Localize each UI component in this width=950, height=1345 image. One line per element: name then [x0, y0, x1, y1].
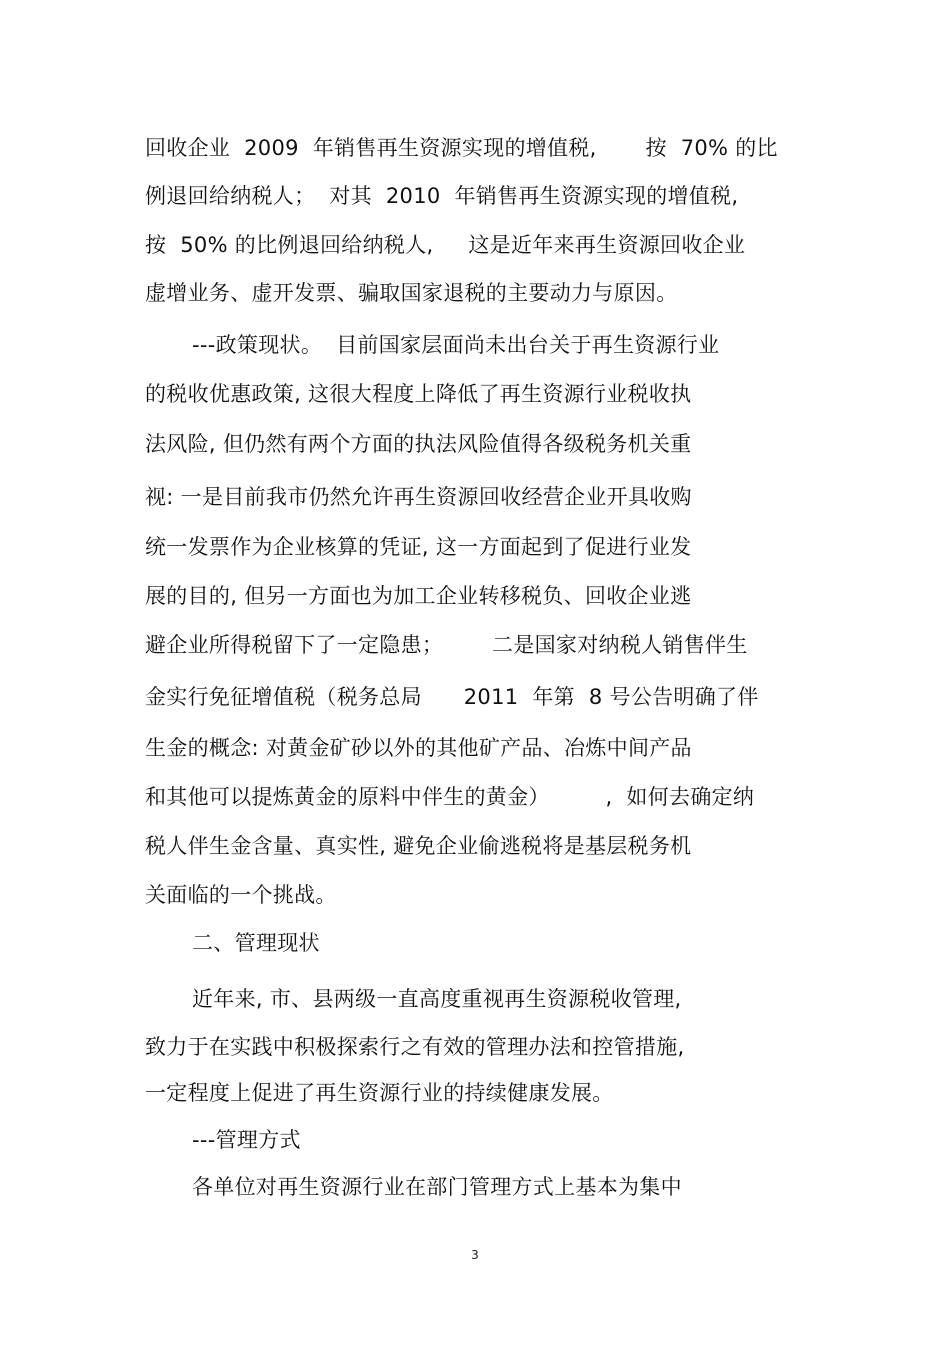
text-line-22: 各单位对再生资源行业在部门管理方式上基本为集中 — [192, 1175, 682, 1199]
text-line-2: 例退回给纳税人； 对其 2010 年销售再生资源实现的增值税, — [145, 184, 739, 208]
text-line-14: 和其他可以提炼黄金的原料中伴生的黄金） , 如何去确定纳 — [145, 785, 755, 809]
text-line-18: 近年来, 市、县两级一直高度重视再生资源税收管理, — [192, 987, 682, 1011]
text-line-10: 展的目的, 但另一方面也为加工企业转移税负、回收企业逃 — [145, 584, 692, 608]
text-line-12: 金实行免征增值税（税务总局 2011 年第 8 号公告明确了伴 — [145, 685, 759, 709]
text-line-15: 税人伴生金含量、真实性, 避免企业偷逃税将是基层税务机 — [145, 834, 692, 858]
text-line-4: 虚增业务、虚开发票、骗取国家退税的主要动力与原因。 — [145, 281, 678, 305]
section-heading: 二、管理现状 — [192, 931, 320, 955]
text-line-3: 按 50% 的比例退回给纳税人, 这是近年来再生资源回收企业 — [145, 233, 746, 257]
text-line-7: 法风险, 但仍然有两个方面的执法风险值得各级税务机关重 — [145, 432, 692, 456]
text-line-9: 统一发票作为企业核算的凭证, 这一方面起到了促进行业发 — [145, 535, 692, 559]
text-line-8: 视: 一是目前我市仍然允许再生资源回收经营企业开具收购 — [145, 485, 692, 509]
text-line-20: 一定程度上促进了再生资源行业的持续健康发展。 — [145, 1081, 614, 1105]
text-line-5: ---政策现状。 目前国家层面尚未出台关于再生资源行业 — [192, 333, 720, 357]
text-line-16: 关面临的一个挑战。 — [145, 883, 337, 907]
text-line-11: 避企业所得税留下了一定隐患； 二是国家对纳税人销售伴生 — [145, 633, 748, 657]
subsection-heading: ---管理方式 — [192, 1128, 301, 1152]
page-number: 3 — [471, 1248, 479, 1262]
text-line-1: 回收企业 2009 年销售再生资源实现的增值税, 按 70% 的比 — [145, 136, 778, 160]
text-line-19: 致力于在实践中积极探索行之有效的管理办法和控管措施, — [145, 1035, 685, 1059]
text-line-13: 生金的概念: 对黄金矿砂以外的其他矿产品、冶炼中间产品 — [145, 736, 692, 760]
text-line-6: 的税收优惠政策, 这很大程度上降低了再生资源行业税收执 — [145, 382, 692, 406]
